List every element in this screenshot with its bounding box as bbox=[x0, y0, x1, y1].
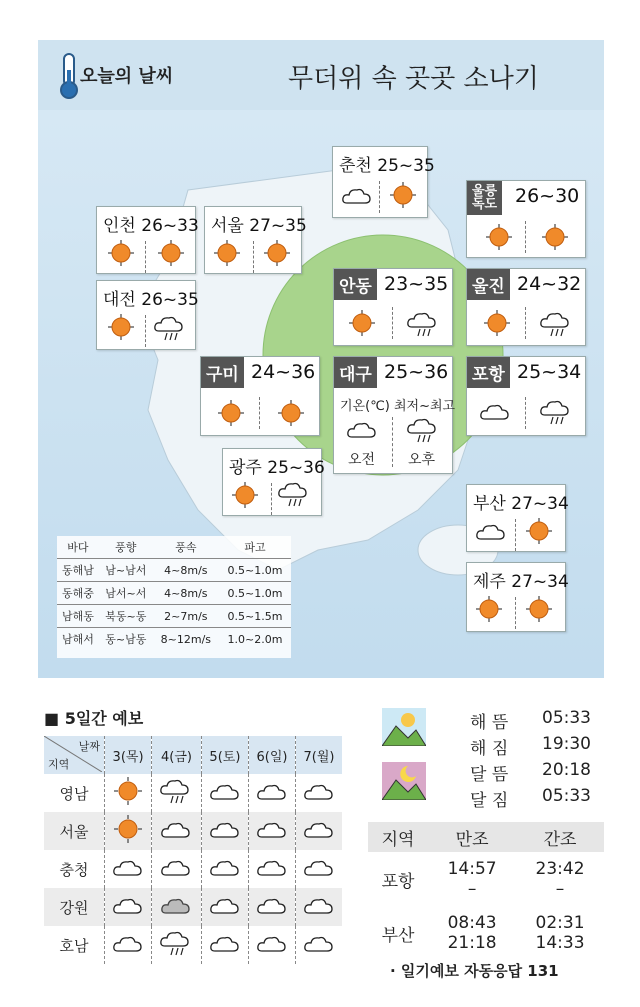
forecast-cell bbox=[201, 926, 248, 964]
city-tag: 울릉 독도 bbox=[467, 181, 502, 215]
forecast-cell bbox=[152, 888, 202, 926]
sea-header: 풍속 bbox=[175, 541, 197, 554]
city-card-gumi: 구미 24~36 bbox=[200, 356, 320, 436]
forecast-row bbox=[44, 850, 342, 888]
cloud-icon bbox=[112, 855, 144, 879]
forecast-region: 강원 bbox=[44, 888, 105, 926]
sun-icon bbox=[113, 814, 143, 844]
cloud-icon bbox=[256, 817, 288, 841]
cloud-icon bbox=[303, 893, 335, 917]
forecast-title: ■ 5일간 예보 bbox=[44, 709, 144, 728]
city-card-daegu: 대구 25~36 기온(℃) 최저~최고 오전 오후 bbox=[333, 356, 453, 474]
thermometer-icon bbox=[58, 52, 80, 100]
forecast-row bbox=[44, 926, 342, 964]
table-row: 남해서 동~남동 8~12m/s 1.0~2.0m bbox=[57, 628, 291, 651]
city-card-incheon: 인천 26~33 bbox=[96, 206, 196, 274]
sun-icon bbox=[389, 181, 417, 209]
cloud-icon bbox=[112, 893, 144, 917]
cloud-rain-icon bbox=[159, 928, 193, 958]
city-card-chuncheon bbox=[332, 146, 435, 218]
header-title-right: 무더위 속 곳곳 소나기 bbox=[288, 64, 539, 94]
forecast-cell bbox=[152, 926, 202, 964]
city-card-gwangju: 광주 25~36 bbox=[222, 448, 322, 516]
overcast-cloud-icon bbox=[160, 893, 192, 917]
table-row: 부산 08:43 21:18 02:31 14:33 bbox=[381, 913, 585, 953]
cloud-icon bbox=[303, 779, 335, 803]
forecast-day: 4(금) bbox=[152, 736, 202, 774]
table-row: 남해동 북동~동 2~7m/s 0.5~1.5m bbox=[57, 605, 291, 628]
forecast-cell bbox=[248, 888, 295, 926]
forecast-cell bbox=[296, 850, 342, 888]
cloud-icon bbox=[256, 893, 288, 917]
sun-icon bbox=[157, 239, 185, 267]
tide-header: 간조 bbox=[516, 822, 604, 852]
city-card-seoul: 서울 27~35 bbox=[204, 206, 302, 274]
forecast-row bbox=[44, 774, 342, 812]
city-tag: 울진 bbox=[467, 269, 510, 300]
cloud-icon bbox=[160, 817, 192, 841]
sun-icon bbox=[525, 517, 553, 545]
sun-icon bbox=[213, 239, 241, 267]
sun-icon bbox=[107, 239, 135, 267]
sunrise-icon bbox=[382, 708, 426, 746]
city-card-andong: 안동 23~35 bbox=[333, 268, 453, 346]
forecast-cell bbox=[201, 774, 248, 812]
forecast-cell bbox=[248, 850, 295, 888]
forecast-cell bbox=[105, 774, 152, 812]
forecast-cell bbox=[105, 812, 152, 850]
cloud-icon bbox=[256, 855, 288, 879]
forecast-cell bbox=[296, 888, 342, 926]
forecast-header-row bbox=[44, 736, 342, 774]
sea-header: 파고 bbox=[244, 541, 266, 554]
cloud-icon bbox=[209, 779, 241, 803]
city-card-busan: 부산 27~34 bbox=[466, 484, 566, 552]
table-row: 동해남 남~남서 4~8m/s 0.5~1.0m bbox=[57, 559, 291, 582]
city-card-pohang: 포항 25~34 bbox=[466, 356, 586, 436]
moonrise-icon bbox=[382, 762, 426, 800]
forecast-region: 영남 bbox=[59, 784, 89, 803]
sun-icon bbox=[107, 313, 135, 341]
sun-icon bbox=[231, 481, 259, 509]
cloud-icon bbox=[112, 931, 144, 955]
forecast-cell bbox=[296, 774, 342, 812]
forecast-region: 호남 bbox=[59, 936, 89, 955]
sun-icon bbox=[485, 223, 513, 251]
city-tag: 구미 bbox=[201, 357, 244, 388]
pm-label: 오후 bbox=[408, 452, 436, 468]
forecast-row bbox=[44, 888, 342, 926]
sun-icon bbox=[483, 309, 511, 337]
city-card-ulleung: 울릉 독도 26~30 bbox=[466, 180, 586, 258]
cloud-icon bbox=[160, 855, 192, 879]
cloud-icon bbox=[209, 931, 241, 955]
sun-icon bbox=[217, 399, 245, 427]
cloud-icon bbox=[209, 817, 241, 841]
forecast-cell bbox=[105, 850, 152, 888]
sun-icon bbox=[348, 309, 376, 337]
footer-note: · 일기예보 자동응답 131 bbox=[390, 962, 559, 980]
cloud-icon bbox=[303, 931, 335, 955]
forecast-cell bbox=[296, 812, 342, 850]
cloud-icon bbox=[209, 893, 241, 917]
sunrise-row: 해 뜸 05:33 bbox=[470, 708, 591, 733]
city-tag: 포항 bbox=[467, 357, 510, 388]
city-tag: 안동 bbox=[334, 269, 377, 300]
table-row: 포항 14:57 – 23:42 – bbox=[381, 859, 585, 899]
sun-icon bbox=[541, 223, 569, 251]
forecast-day: 7(월) bbox=[296, 736, 342, 774]
forecast-cell bbox=[152, 850, 202, 888]
sea-header: 풍향 bbox=[115, 541, 137, 554]
sea-header: 바다 bbox=[67, 541, 89, 554]
forecast-cell bbox=[105, 888, 152, 926]
forecast-row bbox=[44, 812, 342, 850]
five-day-forecast-table bbox=[44, 736, 342, 964]
sun-icon bbox=[277, 399, 305, 427]
cloud-icon bbox=[256, 931, 288, 955]
forecast-region: 충청 bbox=[59, 860, 89, 879]
city-tag: 대구 bbox=[334, 357, 377, 388]
cloud-rain-icon bbox=[159, 776, 193, 806]
city-name-temp: 춘천 25~35 bbox=[339, 156, 435, 176]
header-title-left: 오늘의 날씨 bbox=[80, 66, 174, 87]
forecast-day: 5(토) bbox=[201, 736, 248, 774]
cloud-icon bbox=[346, 417, 378, 441]
sun-icon bbox=[263, 239, 291, 267]
cloud-icon bbox=[209, 855, 241, 879]
city-card-daejeon: 대전 26~35 bbox=[96, 280, 196, 350]
sun-icon bbox=[475, 595, 503, 623]
moonrise-row: 달 뜸 20:18 bbox=[470, 760, 591, 785]
forecast-cell bbox=[248, 926, 295, 964]
forecast-cell bbox=[152, 774, 202, 812]
sea-conditions-table bbox=[57, 536, 291, 658]
cloud-rain-icon bbox=[406, 309, 440, 339]
cloud-icon bbox=[341, 183, 373, 207]
forecast-cell bbox=[248, 774, 295, 812]
cloud-icon bbox=[475, 519, 507, 543]
forecast-day: 3(목) bbox=[105, 736, 152, 774]
cloud-icon bbox=[479, 399, 511, 423]
moonset-row: 달 짐 05:33 bbox=[470, 786, 591, 811]
forecast-day: 6(일) bbox=[248, 736, 295, 774]
tide-table bbox=[368, 822, 604, 960]
forecast-cell bbox=[105, 926, 152, 964]
forecast-cell bbox=[152, 812, 202, 850]
forecast-cell bbox=[248, 812, 295, 850]
forecast-cell bbox=[201, 888, 248, 926]
cloud-rain-icon bbox=[539, 397, 573, 427]
tide-header: 만조 bbox=[428, 822, 516, 852]
temp-legend: 기온(℃) 최저~최고 bbox=[340, 399, 456, 414]
cloud-rain-icon bbox=[153, 313, 187, 343]
sun-icon bbox=[113, 776, 143, 806]
city-card-jeju: 제주 27~34 bbox=[466, 562, 566, 632]
table-row: 동해중 남서~서 4~8m/s 0.5~1.0m bbox=[57, 582, 291, 605]
cloud-icon bbox=[303, 817, 335, 841]
forecast-region: 서울 bbox=[44, 812, 105, 850]
cloud-icon bbox=[303, 855, 335, 879]
am-label: 오전 bbox=[348, 452, 376, 468]
cloud-rain-icon bbox=[539, 309, 573, 339]
cloud-rain-icon bbox=[277, 479, 311, 509]
cloud-rain-icon bbox=[406, 415, 440, 445]
city-card-uljin: 울진 24~32 bbox=[466, 268, 586, 346]
corner-cell: 날짜 지역 bbox=[44, 736, 105, 774]
forecast-cell bbox=[201, 850, 248, 888]
forecast-cell bbox=[296, 926, 342, 964]
tide-header: 지역 bbox=[368, 822, 428, 852]
cloud-icon bbox=[256, 779, 288, 803]
sunset-row: 해 짐 19:30 bbox=[470, 734, 591, 759]
sun-icon bbox=[525, 595, 553, 623]
forecast-cell bbox=[201, 812, 248, 850]
